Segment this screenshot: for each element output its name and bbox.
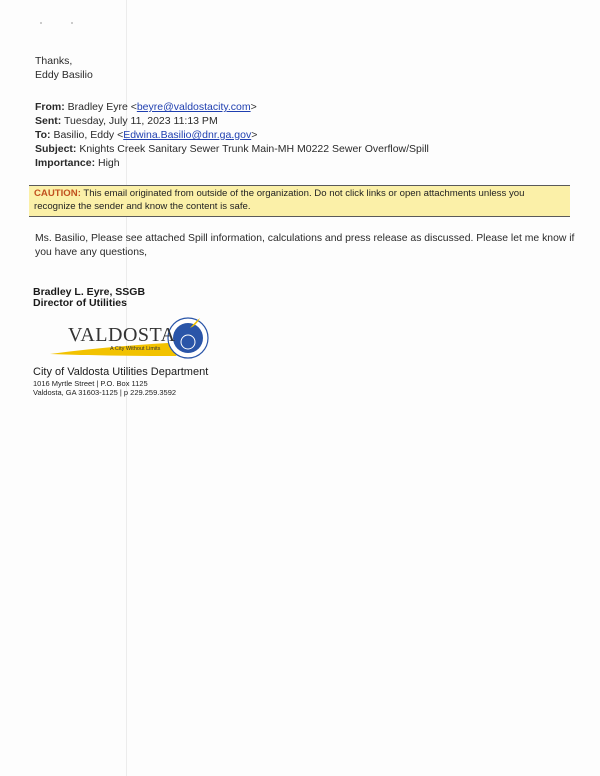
signature-name: Bradley L. Eyre, SSGB: [33, 286, 146, 298]
signature-address-line2: Valdosta, GA 31603-1125 | p 229.259.3592: [33, 388, 177, 397]
to-name: Basilio, Eddy <: [53, 129, 124, 141]
to-email-link[interactable]: Edwina.Basilio@dnr.ga.gov: [123, 129, 252, 141]
importance-label: Importance:: [35, 157, 96, 169]
from-name: Bradley Eyre <: [67, 101, 137, 113]
caution-text-block: [34, 188, 564, 213]
caution-banner: [29, 185, 570, 217]
subject-label: Subject:: [35, 143, 77, 155]
signature-title: Director of Utilities: [33, 297, 127, 309]
sent-value: Tuesday, July 11, 2023 11:13 PM: [63, 115, 218, 127]
from-label: From:: [35, 101, 65, 113]
closing-name: Eddy Basilio: [35, 69, 93, 81]
logo-wordmark: VALDOSTA: [68, 324, 176, 346]
scan-speck: [71, 22, 73, 24]
header-to: [35, 128, 257, 142]
caution-label: CAUTION:: [34, 188, 81, 199]
header-subject: [35, 142, 429, 156]
importance-value: High: [98, 157, 120, 169]
message-body: Ms. Basilio, Please see attached Spill information, calculations and press release as discussed. Please let me know if you have any questions,: [35, 233, 575, 258]
closing-thanks: Thanks,: [35, 55, 73, 67]
signature-department: City of Valdosta Utilities Department: [33, 366, 209, 378]
header-sent: [35, 114, 218, 128]
to-label: To:: [35, 129, 51, 141]
scan-speck: [40, 22, 42, 24]
signature-address-line1: 1016 Myrtle Street | P.O. Box 1125: [33, 379, 148, 388]
header-importance: [35, 156, 120, 170]
header-from: [35, 100, 257, 114]
logo-tagline: A City Without Limits: [110, 346, 161, 352]
from-email-link[interactable]: beyre@valdostacity.com: [136, 101, 251, 113]
caution-text: This email originated from outside of the organization. Do not click links or open attachments unless you recognize the sender and know the content is safe.: [34, 188, 525, 212]
subject-value: Knights Creek Sanitary Sewer Trunk Main-MH M0222 Sewer Overflow/Spill: [79, 143, 429, 155]
to-end: >: [251, 129, 258, 141]
sent-label: Sent:: [35, 115, 62, 127]
from-end: >: [250, 101, 257, 113]
